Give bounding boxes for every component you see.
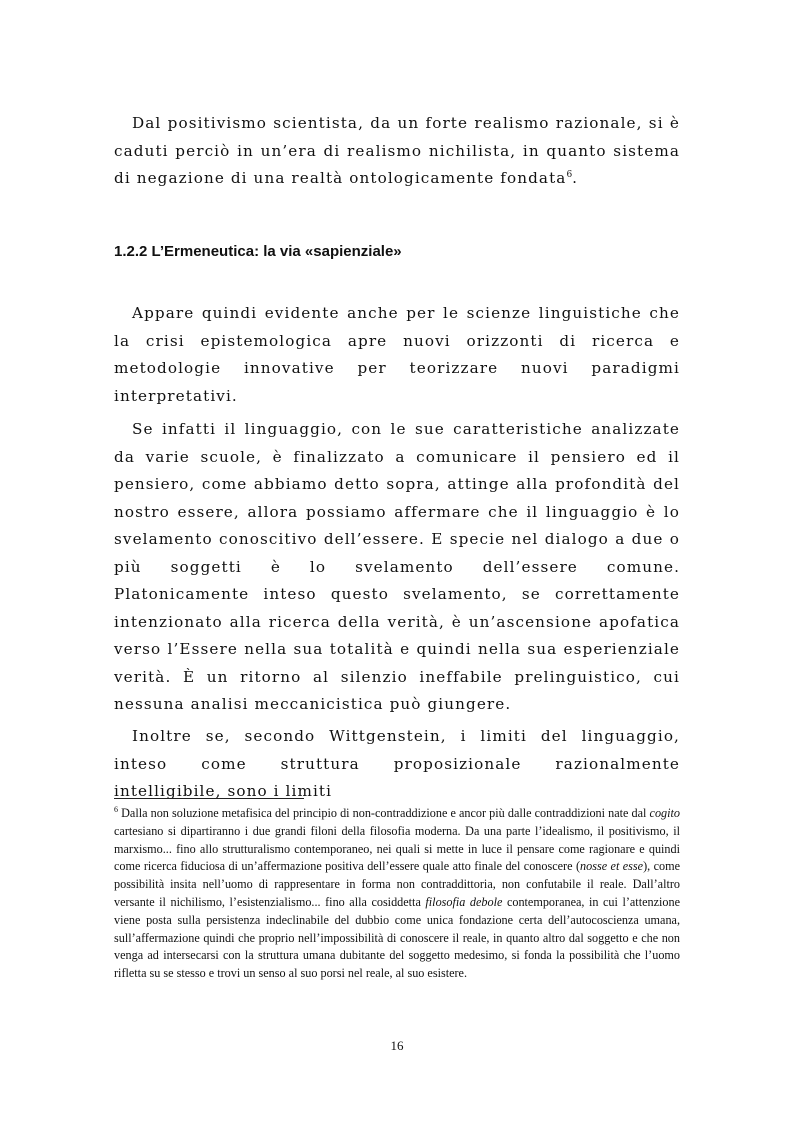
section-heading: 1.2.2 L’Ermeneutica: la via «sapienziale» — [114, 243, 402, 260]
paragraph-text: Se infatti il linguaggio, con le sue caratteristiche analizzate da varie scuole, è finalizzato a comunicare il pensiero ed il pensiero, come abbiamo detto sopra, attinge alla profondità del nostro essere, allora possiamo affermare che il linguaggio è lo svelamento conoscitivo dell’essere. E specie nel dialogo a due o più soggetti è lo svelamento dell’essere comune. Platonicamente inteso questo svelamento, se correttamente intenzionato alla ricerca della verità, è un’ascensione apofatica verso l’Essere nella sua totalità e quindi nella sua esperienziale verità. È un ritorno al silenzio ineffabile prelinguistico, cui nessuna analisi meccanicistica può giungere. — [114, 420, 680, 713]
footnote-block — [114, 805, 680, 983]
paragraph-text: Appare quindi evidente anche per le scienze linguistiche che la crisi epistemologica apre nuovi orizzonti di ricerca e metodologie innovative per teorizzare nuovi paradigmi interpretativi. — [114, 304, 680, 405]
body-paragraph-4 — [114, 723, 680, 806]
paragraph-tail: . — [572, 169, 579, 187]
footnote-number: 6 — [114, 804, 118, 814]
body-paragraph-1 — [114, 110, 680, 193]
paragraph-text: Dal positivismo scientista, da un forte realismo razionale, si è caduti perciò in un’era di realismo nichilista, in quanto sistema di negazione di una realtà ontologicamente fondata — [114, 114, 680, 187]
footnote-6: $^6$ Dalla non soluzione metafisica del principio di non-contraddizione e ancor più dalle contraddizioni nate dal cogito cartesiano si dipartiranno i due grandi filoni della filosofia moderna. Da una parte l’idealismo, il positivismo, il marxismo... fino allo strutturalismo contemporaneo, nei quali si mette in luce il pensare come ragionare e quindi come ricerca fiduciosa di un’affermazione positiva dell’essere quale atto finale del conoscere (nosse et esse), come possibilità insita nell’uomo di rappresentare in forma non contraddittoria, non confutabile il reale. Dall’altro versante il nichilismo, l’esistenzialismo... fino alla cosiddetta filosofia debole contemporanea, in cui l’attenzione viene posta sulla persistenza indeclinabile del dubbio come unica fondazione certa dell’autocoscienza umana, sull’affermazione quindi che proprio nell’impossibilità di conoscere il reale, in quanto altro dal soggetto e che non venga ad intersecarsi con la struttura umana dubitante del soggetto medesimo, si fonda la possibilità che l’uomo rifletta su se stesso e trovi un senso al suo porsi nel reale, al suo esistere. — [114, 804, 681, 981]
body-paragraph-3 — [114, 416, 680, 719]
paragraph-text: Inoltre se, secondo Wittgenstein, i limiti del linguaggio, inteso come struttura proposizionale razionalmente intelligibile, sono i limiti — [114, 727, 680, 800]
body-paragraph-2 — [114, 300, 680, 410]
page-number: 16 — [390, 1038, 404, 1053]
section-heading-wrap — [114, 243, 680, 260]
footnote-separator — [114, 798, 304, 799]
footnote-reference: 6 — [566, 169, 573, 180]
